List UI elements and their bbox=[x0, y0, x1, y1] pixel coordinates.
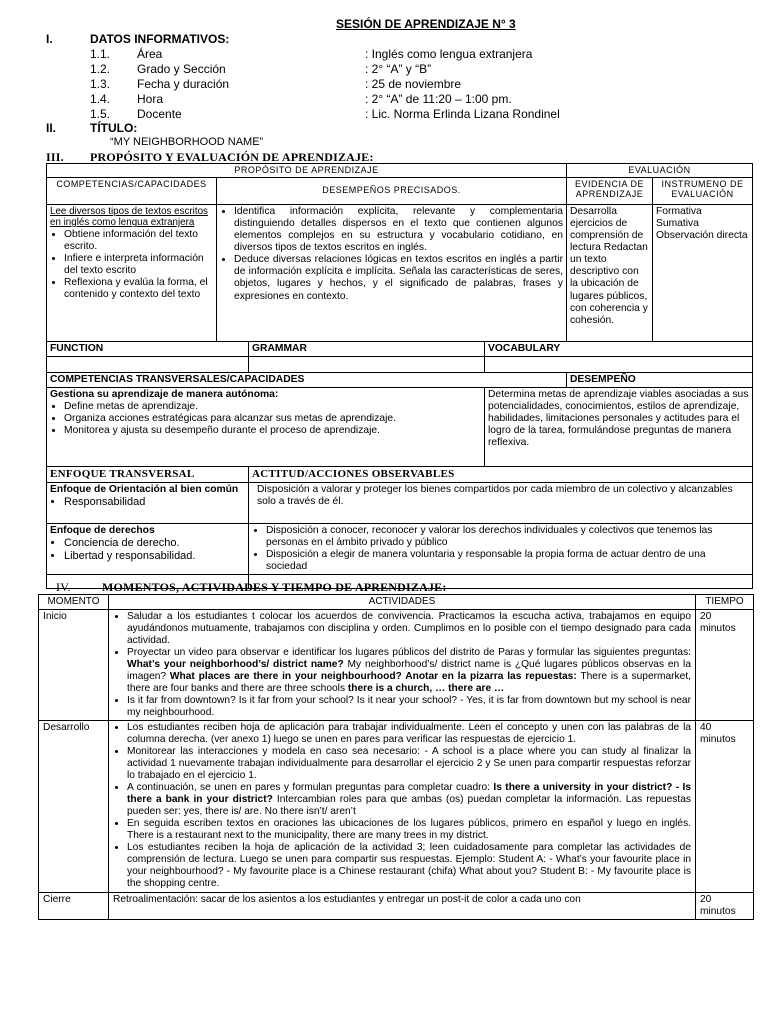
table-row bbox=[39, 721, 754, 892]
tiempo-header: TIEMPO bbox=[696, 595, 754, 610]
momento-header: MOMENTO bbox=[39, 595, 109, 610]
activity-item bbox=[127, 695, 691, 719]
activity-text: My neighborhood’s/ district name is ¿Qué lugares públicos observas en la imagen? bbox=[127, 658, 691, 682]
table-header-row bbox=[39, 595, 754, 610]
instrumento-cell bbox=[653, 204, 753, 341]
activity-bold-text: Is there a university in your district? - Is there a bank in your district? bbox=[127, 782, 691, 806]
desempenos-list bbox=[220, 206, 563, 303]
enfoque-actitudes bbox=[249, 523, 753, 575]
activity-item bbox=[127, 722, 691, 746]
info-label: Fecha y duración bbox=[137, 77, 230, 91]
activity-item bbox=[127, 818, 691, 842]
section-2-heading: TÍTULO: bbox=[90, 121, 138, 135]
instrumento-item: Sumativa bbox=[656, 217, 699, 229]
activity-text: Intercambian roles para que ambas (os) puedan completar la información. Las repuestas pueden ser: yes, there is/ are. No there isn’t/ aren’t bbox=[127, 794, 691, 818]
enfoque-label: ENFOQUE TRANSVERSAL bbox=[47, 466, 249, 482]
desempeno-label: DESEMPEÑO bbox=[567, 372, 753, 387]
info-value: : Lic. Norma Erlinda Lizana Rondinel bbox=[365, 107, 560, 121]
activity-item bbox=[127, 611, 691, 647]
section-4-heading: MOMENTOS, ACTIVIDADES Y TIEMPO DE APRENDIZAJE: bbox=[102, 580, 447, 594]
instrumento-header: INSTRUMENO DE EVALUACIÓN bbox=[653, 177, 753, 204]
info-value: : 2° “A” de 11:20 – 1:00 pm. bbox=[365, 92, 512, 106]
competencias-cell bbox=[47, 204, 217, 341]
info-value: : 2° “A” y “B” bbox=[365, 62, 432, 76]
activity-text: Saludar a los estudiantes t colocar los acuerdos de convivencia. Practicamos la escucha activa, trabajamos en equipo ayudándonos mutuamente, trabajamos con disciplina y orden. Cumplimos en lo posible con el tiempo designado para cada actividad. bbox=[127, 610, 691, 646]
info-label: Hora bbox=[137, 92, 164, 106]
table-row bbox=[47, 523, 753, 575]
list-item: • Reflexiona y evalúa la forma, el contenido y contexto del texto bbox=[64, 277, 213, 301]
momento-cell: Desarrollo bbox=[39, 721, 109, 892]
momento-cell: Inicio bbox=[39, 609, 109, 720]
evaluation-header: EVALUACIÓN bbox=[567, 164, 753, 178]
purpose-evaluation-table bbox=[46, 163, 753, 589]
list-item: • Conciencia de derecho. bbox=[64, 537, 245, 550]
desempenos-header: DESEMPEÑOS PRECISADOS. bbox=[217, 177, 567, 204]
table-row bbox=[47, 341, 753, 356]
section-3-number: III. bbox=[46, 150, 64, 164]
instrumento-item: Observación directa bbox=[656, 229, 748, 241]
list-item: • Define metas de aprendizaje. bbox=[64, 401, 481, 413]
transversal-desempeno: Determina metas de aprendizaje viables asociadas a sus potencialidades, conocimientos, estilos de aprendizaje, habilidades, limitaciones personales y actitudes para el logro de la tarea, formulándose preguntas de manera reflexiva. bbox=[485, 387, 753, 466]
enfoque-title: Enfoque de derechos bbox=[50, 524, 155, 536]
instrumento-item: Formativa bbox=[656, 205, 702, 217]
table-row bbox=[47, 204, 753, 341]
vocabulary-label: VOCABULARY bbox=[485, 341, 753, 356]
activity-text: Proyectar un video para observar e identificar los lugares públicos del distrito de Paras y formular las siguientes preguntas: bbox=[127, 646, 691, 658]
table-row bbox=[47, 482, 753, 523]
grammar-label: GRAMMAR bbox=[249, 341, 485, 356]
table-row bbox=[39, 609, 754, 720]
tiempo-cell: 40 minutos bbox=[696, 721, 754, 892]
transversal-cell bbox=[47, 387, 485, 466]
list-item: • Monitorea y ajusta su desempeño durante el proceso de aprendizaje. bbox=[64, 425, 481, 437]
moments-table bbox=[38, 594, 754, 920]
activity-text: En seguida escriben textos en oraciones las ubicaciones de los lugares públicos, primero en español y luego en inglés. There is a restaurant next to the municipality, there are many trees in my district. bbox=[127, 818, 691, 842]
actitudes-list bbox=[252, 525, 749, 574]
activities-cell bbox=[109, 609, 696, 720]
activity-item bbox=[127, 746, 691, 782]
table-header-row bbox=[47, 164, 753, 178]
competencia-title: Lee diversos tipos de textos escritos en inglés como lengua extranjera bbox=[50, 205, 208, 229]
activity-text: Is it far from downtown? Is it far from your school? Is it near your school? - Yes, it is far from downtown but my school is near my neighbourhood. bbox=[127, 695, 691, 719]
list-item: • Organiza acciones estratégicas para alcanzar sus metas de aprendizaje. bbox=[64, 413, 481, 425]
tiempo-cell: 20 minutos bbox=[696, 892, 754, 919]
table-row bbox=[39, 892, 754, 919]
enfoque-cell bbox=[47, 523, 249, 575]
purpose-header: PROPÓSITO DE APRENDIZAJE bbox=[47, 164, 567, 178]
enfoque-values-list bbox=[50, 496, 245, 509]
vocabulary-value bbox=[485, 356, 753, 372]
activity-bold-text: there is a church, … there are … bbox=[347, 682, 505, 694]
section-2-number: II. bbox=[46, 121, 57, 135]
competencias-header: COMPETENCIAS/CAPACIDADES bbox=[47, 177, 217, 204]
info-value: : Inglés como lengua extranjera bbox=[365, 47, 533, 61]
activities-list bbox=[113, 611, 691, 719]
actitud-label: ACTITUD/ACCIONES OBSERVABLES bbox=[249, 466, 753, 482]
info-label: Grado y Sección bbox=[137, 62, 226, 76]
list-item: • Disposición a elegir de manera voluntaria y responsable la propia forma de actuar dentro de una sociedad bbox=[266, 549, 749, 573]
list-item: • Libertad y responsabilidad. bbox=[64, 550, 245, 563]
list-item: • Identifica información explícita, relevante y complementaria distinguiendo detalles dispersos en el texto que contienen algunos elementos complejos en su estructura y vocabulario cotidiano, en diversos tipos de textos escritos en inglés. bbox=[234, 206, 563, 255]
activity-text: Los estudiantes reciben hoja de aplicación para trabajar individualmente. Leen el concepto y unen con las palabras de la columna derecha. (ver anexo 1) luego se unen en pares para verificar las respuestas de ejercicio 1. bbox=[127, 722, 691, 746]
info-value: : 25 de noviembre bbox=[365, 77, 462, 91]
section-1-heading: DATOS INFORMATIVOS: bbox=[90, 32, 230, 46]
activity-text: Monitorear las interacciones y modela en caso sea necesario: - A school is a place where you can study al finalizar la actividad 1 nuevamente trabajan individualmente para desarrollar el ejercicio 2 y Se unen para compartir respuestas reforzar lo trabajado en el ejercicio 1. bbox=[127, 746, 691, 782]
section-1-number: I. bbox=[46, 32, 53, 46]
tiempo-cell: 20 minutos bbox=[696, 609, 754, 720]
capacidades-list bbox=[50, 229, 213, 302]
enfoque-values-list bbox=[50, 537, 245, 563]
momento-cell: Cierre bbox=[39, 892, 109, 919]
grammar-value bbox=[249, 356, 485, 372]
function-value bbox=[47, 356, 249, 372]
activity-text: Los estudiantes reciben la hoja de aplicación de la actividad 3; leen cuidadosamente para completar las actividades de comprensión de lectura. Luego se unen para compartir sus respuestas. Ejemplo: Student A: - What’s your favourite place in your neighbourhood? - My favourite place is a Chinese restaurant (chifa) What about you? Student B: - My favourite place is the shopping centre. bbox=[127, 842, 691, 890]
info-number: 1.4. bbox=[90, 92, 111, 106]
list-item: • Disposición a conocer, reconocer y valorar los derechos individuales y colectivos que tenemos las personas en el ámbito privado y público bbox=[266, 525, 749, 549]
activities-cell: Retroalimentación: sacar de los asientos a los estudiantes y entregar un post-it de color a cada uno con bbox=[109, 892, 696, 919]
activity-text: There is a supermarket, there are four banks and there are three schools bbox=[127, 670, 691, 694]
activity-text: A continuación, se unen en pares y formulan preguntas para completar cuadro: bbox=[127, 782, 494, 794]
evidencia-header: EVIDENCIA DE APRENDIZAJE bbox=[567, 177, 653, 204]
enfoque-cell bbox=[47, 482, 249, 523]
info-number: 1.5. bbox=[90, 107, 111, 121]
list-item: • Deduce diversas relaciones lógicas en textos escritos en inglés a partir de información explícita e implícita. Señala las características de seres, objetos, lugares y hechos, y el significado de palabras, frases y expresiones en contexto. bbox=[234, 254, 563, 303]
info-number: 1.3. bbox=[90, 77, 111, 91]
list-item: • Infiere e interpreta información del texto escrito bbox=[64, 253, 213, 277]
info-number: 1.2. bbox=[90, 62, 111, 76]
activity-bold-text: What’s your neighborhood’s/ district name? bbox=[127, 658, 344, 670]
lesson-title: “MY NEIGHBORHOOD NAME” bbox=[110, 136, 264, 148]
document-title: SESIÓN DE APRENDIZAJE N° 3 bbox=[336, 17, 516, 31]
list-item: • Obtiene información del texto escrito. bbox=[64, 229, 213, 253]
table-header-row bbox=[47, 177, 753, 204]
activity-bold-text: What places are there in your neighbourhood? Anotar en la pizarra las repuestas: bbox=[169, 670, 577, 682]
actividades-header: ACTIVIDADES bbox=[109, 595, 696, 610]
table-row bbox=[47, 356, 753, 372]
desempenos-cell bbox=[217, 204, 567, 341]
activities-list bbox=[113, 722, 691, 890]
info-label: Docente bbox=[137, 107, 182, 121]
enfoque-title: Enfoque de Orientación al bien común bbox=[50, 483, 239, 495]
activity-item bbox=[127, 782, 691, 818]
table-row bbox=[47, 372, 753, 387]
table-row bbox=[47, 466, 753, 482]
list-item: • Responsabilidad bbox=[64, 496, 245, 509]
function-label: FUNCTION bbox=[47, 341, 249, 356]
transversal-title: Gestiona su aprendizaje de manera autónoma: bbox=[50, 388, 279, 400]
section-4-number: IV. bbox=[56, 580, 71, 594]
evidencia-cell: Desarrolla ejercicios de comprensión de lectura Redactan un texto descriptivo con la ubicación de lugares públicos, con coherencia y cohesión. bbox=[567, 204, 653, 341]
activity-item bbox=[127, 647, 691, 695]
info-number: 1.1. bbox=[90, 47, 111, 61]
activity-item bbox=[127, 842, 691, 890]
info-label: Área bbox=[137, 47, 163, 61]
enfoque-actitud: Disposición a valorar y proteger los bienes compartidos por cada miembro de un colectivo y alcanzables solo a través de él. bbox=[249, 482, 753, 523]
table-row bbox=[47, 387, 753, 466]
transversal-list bbox=[50, 401, 481, 437]
transversal-label: COMPETENCIAS TRANSVERSALES/CAPACIDADES bbox=[47, 372, 567, 387]
activities-cell bbox=[109, 721, 696, 892]
section-3-heading: PROPÓSITO Y EVALUACIÓN DE APRENDIZAJE: bbox=[90, 150, 374, 164]
